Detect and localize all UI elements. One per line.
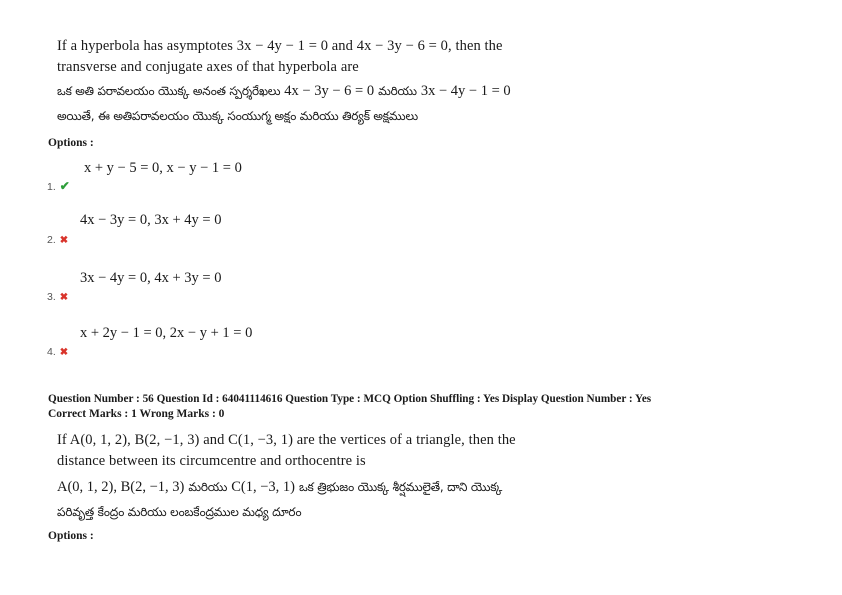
option-3-number: 3. xyxy=(47,291,56,303)
option-2-number: 2. xyxy=(47,234,56,246)
option-2-marker xyxy=(47,230,68,248)
q56-telugu-line-1 xyxy=(57,478,502,497)
option-4-marker xyxy=(47,342,68,360)
option-3-text[interactable]: 3x − 4y = 0, 4x + 3y = 0 xyxy=(80,270,222,286)
q55-telugu-line-1 xyxy=(57,82,511,101)
option-3-marker xyxy=(47,287,68,305)
q56-telugu-text-b: ఒక త్రిభుజం యొక్క శీర్షములైతే, దాని యొక్క xyxy=(298,480,503,494)
q56-telugu-equation-1: A(0, 1, 2), B(2, −1, 3) xyxy=(57,479,185,495)
q56-meta-line-2: Correct Marks : 1 Wrong Marks : 0 xyxy=(48,408,225,420)
q55-telugu-text-b: మరియు xyxy=(378,84,417,98)
q56-options-label: Options : xyxy=(48,530,94,542)
q55-telugu-equation-2: 3x − 4y − 1 = 0 xyxy=(420,83,511,99)
q56-english-line-1: If A(0, 1, 2), B(2, −1, 3) and C(1, −3, 1) are the vertices of a triangle, then the xyxy=(57,432,516,448)
option-2-text[interactable]: 4x − 3y = 0, 3x + 4y = 0 xyxy=(80,212,222,228)
q56-telugu-line-2: పరివృత్త కేంద్రం మరియు లంబకేంద్రముల మధ్య దూరం xyxy=(57,505,302,519)
option-1-marker xyxy=(47,177,70,195)
q55-english-line-2: transverse and conjugate axes of that hyperbola are xyxy=(57,59,359,75)
wrong-cross-icon: ✖ xyxy=(59,235,69,246)
q56-telugu-text-a: మరియు xyxy=(188,480,228,494)
q56-meta-line-1: Question Number : 56 Question Id : 64041114616 Question Type : MCQ Option Shuffling : Yes Display Question Number : Yes xyxy=(48,393,652,405)
q55-telugu-equation-1: 4x − 3y − 6 = 0 xyxy=(284,83,375,99)
q55-telugu-text-a: ఒక అతి పరావలయం యొక్క అనంత స్పర్శరేఖలు xyxy=(57,84,281,98)
option-4-number: 4. xyxy=(47,346,56,358)
q55-telugu-line-2: అయితే, ఈ అతిపరావలయం యొక్క సంయుగ్మ అక్షం మరియు తిర్యక్ అక్షములు xyxy=(57,109,418,123)
option-1-number: 1. xyxy=(47,181,56,193)
correct-check-icon: ✔ xyxy=(59,179,70,193)
option-4-text[interactable]: x + 2y − 1 = 0, 2x − y + 1 = 0 xyxy=(80,325,253,341)
option-1-text[interactable]: x + y − 5 = 0, x − y − 1 = 0 xyxy=(84,160,242,176)
q55-options-label: Options : xyxy=(48,137,94,149)
wrong-cross-icon: ✖ xyxy=(59,292,69,303)
q56-telugu-equation-2: C(1, −3, 1) xyxy=(231,479,295,495)
q55-english-line-1: If a hyperbola has asymptotes 3x − 4y − 1 = 0 and 4x − 3y − 6 = 0, then the xyxy=(57,38,503,54)
q56-english-line-2: distance between its circumcentre and orthocentre is xyxy=(57,453,366,469)
wrong-cross-icon: ✖ xyxy=(59,347,69,358)
